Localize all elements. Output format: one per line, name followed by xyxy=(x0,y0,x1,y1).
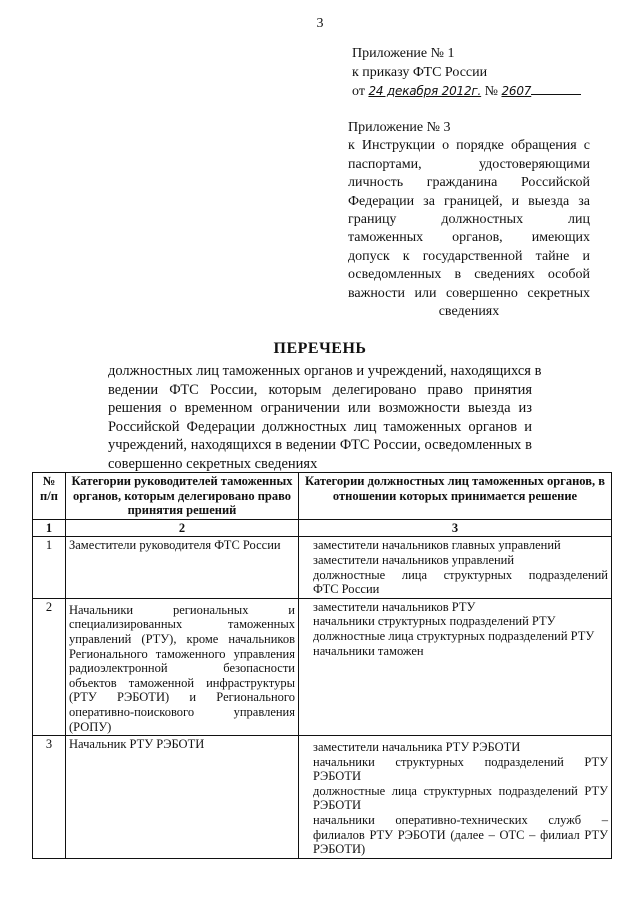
row-managers-line: управлений (РТУ), кроме начальников xyxy=(69,631,295,646)
row-officials-line: РЭБОТИ) xyxy=(313,842,366,857)
appendix-3-line: личность гражданина Российской xyxy=(348,175,590,191)
row-officials-line: заместители начальников РТУ xyxy=(313,599,476,614)
row-managers-line: Начальники региональных и xyxy=(69,602,295,617)
list-intro xyxy=(108,362,542,474)
row-managers xyxy=(66,537,299,598)
table-header-row xyxy=(33,473,612,520)
page-number: 3 xyxy=(316,16,324,31)
row-managers-line: Начальник РТУ РЭБОТИ xyxy=(69,737,205,752)
row-officials-line: филиалов РТУ РЭБОТИ (далее – ОТС – филиал РТУ xyxy=(313,827,608,842)
appendix-3-line: к Инструкции о порядке обращения с xyxy=(348,138,590,154)
intro-line: должностных лиц таможенных органов и учреждений, находящихся в xyxy=(108,363,542,379)
signature-underline xyxy=(531,82,581,95)
row-number: 3 xyxy=(33,736,66,859)
appendix-1-order: к приказу ФТС России xyxy=(352,65,488,80)
row-officials-line: ФТС России xyxy=(313,582,380,597)
appendix-3-line: Федерации за границей, и выезда за xyxy=(348,193,590,209)
row-officials-line: должностные лица структурных подразделений РТУ xyxy=(313,628,595,643)
officials-table xyxy=(32,472,612,859)
header-num: № п/п xyxy=(33,473,66,520)
row-managers-line: (РТУ РЭБОТИ) и Регионального xyxy=(69,690,295,705)
appendix-3-title: Приложение № 3 xyxy=(348,120,451,135)
index-cell: 3 xyxy=(299,519,612,537)
row-number: 1 xyxy=(33,537,66,598)
appendix-3-line: сведениях xyxy=(438,304,500,320)
intro-line: совершенно секретных сведениях xyxy=(108,455,318,472)
appendix-3-text xyxy=(348,137,590,321)
appendix-3-line: осведомленных в сведениях особой xyxy=(348,267,590,283)
row-officials-line: должностные лица структурных подразделений xyxy=(313,567,608,582)
header-managers: Категории руководителей таможенных органов, которым делегировано право принятия решений xyxy=(66,473,299,520)
row-officials-line: начальники таможен xyxy=(313,643,424,658)
row-managers xyxy=(66,736,299,859)
row-managers-line: объектов таможенной инфраструктуры xyxy=(69,675,295,690)
appendix-3-line: паспортами, удостоверяющими xyxy=(348,156,590,172)
appendix-3-line: важности или совершенно секретных xyxy=(348,285,590,301)
row-managers-line: Заместители руководителя ФТС России xyxy=(69,538,281,553)
intro-line: ведении ФТС России, которым делегировано право принятия xyxy=(108,381,532,398)
table-row xyxy=(33,537,612,598)
table-index-row xyxy=(33,519,612,537)
appendix-1-number: 2607 xyxy=(501,84,532,98)
row-officials-line: начальники структурных подразделений РТУ xyxy=(313,754,608,769)
index-cell: 2 xyxy=(66,519,299,537)
row-officials-line: РЭБОТИ xyxy=(313,798,361,813)
table-row xyxy=(33,598,612,735)
appendix-1-block xyxy=(352,44,612,101)
row-officials-line: заместители начальников управлений xyxy=(313,552,515,567)
appendix-3-line: таможенных органов, имеющих xyxy=(348,230,590,246)
appendix-1-date: 24 декабря 2012г. xyxy=(368,84,482,98)
appendix-1-date-prefix: от xyxy=(352,84,365,99)
intro-line: решения о временном ограничении или возможности выезда из xyxy=(108,400,532,417)
row-managers-line: Регионального таможенного управления xyxy=(69,646,295,661)
row-managers xyxy=(66,598,299,735)
row-officials-line: должностные лица структурных подразделений РТУ xyxy=(313,783,608,798)
table-row xyxy=(33,736,612,859)
appendix-3-line: допуск к государственной тайне и xyxy=(348,248,590,264)
row-managers-line: радиоэлектронной безопасности xyxy=(69,661,295,676)
row-officials xyxy=(299,537,612,598)
row-officials-line: заместители начальника РТУ РЭБОТИ xyxy=(313,740,521,755)
index-cell: 1 xyxy=(33,519,66,537)
row-officials-line: начальники оперативно-технических служб – xyxy=(313,813,608,828)
intro-line: Российской Федерации должностных лиц таможенных органов и xyxy=(108,418,532,435)
appendix-3-line: границу должностных лиц xyxy=(348,212,590,228)
row-managers-line: (РОПУ) xyxy=(69,719,112,734)
row-officials xyxy=(299,736,612,859)
header-officials: Категории должностных лиц таможенных органов, в отношении которых принимается решение xyxy=(299,473,612,520)
row-number: 2 xyxy=(33,598,66,735)
appendix-1-title: Приложение № 1 xyxy=(352,46,455,61)
row-managers-line: оперативно-поискового управления xyxy=(69,704,295,719)
row-officials xyxy=(299,598,612,735)
intro-line: учреждений, находящихся в ведении ФТС России, осведомленных в xyxy=(108,437,532,454)
row-officials-line: РЭБОТИ xyxy=(313,769,361,784)
appendix-1-date-line xyxy=(352,82,612,101)
appendix-3-block xyxy=(348,119,590,321)
row-managers-line: специализированных таможенных xyxy=(69,617,295,632)
row-officials-line: начальники структурных подразделений РТУ xyxy=(313,614,556,629)
appendix-1-num-sign: № xyxy=(484,84,498,99)
list-title: ПЕРЕЧЕНЬ xyxy=(273,340,367,357)
row-officials-line: заместители начальников главных управлений xyxy=(313,538,561,553)
